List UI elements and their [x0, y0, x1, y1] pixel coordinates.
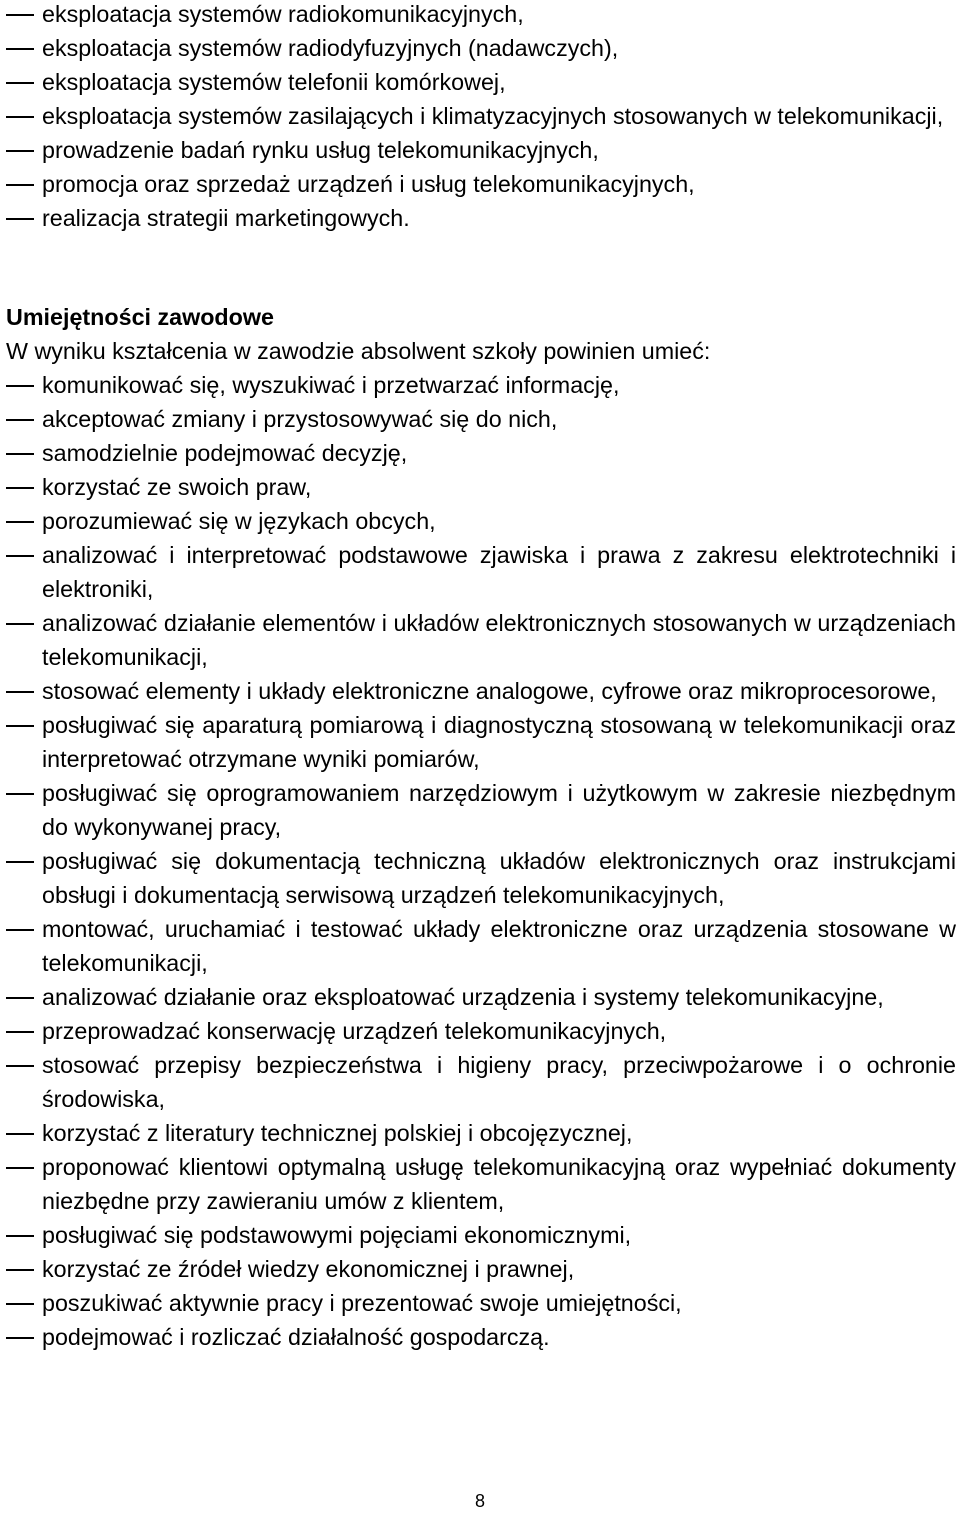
list-item	[6, 844, 956, 912]
dash-bullet-icon	[6, 1235, 34, 1237]
list-item-text: analizować i interpretować podstawowe zjawiska i prawa z zakresu elektrotechniki i elektroniki,	[42, 542, 956, 602]
list-item	[6, 65, 956, 99]
list-item	[6, 776, 956, 844]
list-item	[6, 1150, 956, 1218]
dash-bullet-icon	[6, 793, 34, 795]
top-dash-list	[6, 0, 956, 235]
dash-bullet-icon	[6, 1269, 34, 1271]
list-item	[6, 606, 956, 674]
dash-bullet-icon	[6, 419, 34, 421]
dash-bullet-icon	[6, 48, 34, 50]
dash-bullet-icon	[6, 184, 34, 186]
list-item-text: posługiwać się podstawowymi pojęciami ekonomicznymi,	[42, 1222, 632, 1248]
dash-bullet-icon	[6, 997, 34, 999]
list-item-text: eksploatacja systemów zasilających i klimatyzacyjnych stosowanych w telekomunikacji,	[42, 103, 944, 129]
list-item	[6, 912, 956, 980]
list-item-text: korzystać z literatury technicznej polskiej i obcojęzycznej,	[42, 1120, 633, 1146]
list-item	[6, 538, 956, 606]
list-item-text: promocja oraz sprzedaż urządzeń i usług telekomunikacyjnych,	[42, 171, 695, 197]
list-item	[6, 436, 956, 470]
list-item-text: samodzielnie podejmować decyzję,	[42, 440, 408, 466]
list-item-text: eksploatacja systemów radiodyfuzyjnych (nadawczych),	[42, 35, 619, 61]
list-item	[6, 133, 956, 167]
skills-dash-list	[6, 368, 956, 1354]
list-item	[6, 99, 956, 133]
dash-bullet-icon	[6, 487, 34, 489]
list-item-text: przeprowadzać konserwację urządzeń telekomunikacyjnych,	[42, 1018, 667, 1044]
dash-bullet-icon	[6, 14, 34, 16]
list-item	[6, 167, 956, 201]
dash-bullet-icon	[6, 453, 34, 455]
list-item-text: realizacja strategii marketingowych.	[42, 205, 410, 231]
list-item	[6, 708, 956, 776]
list-item-text: proponować klientowi optymalną usługę telekomunikacyjną oraz wypełniać dokumenty niezbędne przy zawieraniu umów z klientem,	[42, 1154, 956, 1214]
list-item-text: montować, uruchamiać i testować układy elektroniczne oraz urządzenia stosowane w telekomunikacji,	[42, 916, 956, 976]
list-item	[6, 201, 956, 235]
dash-bullet-icon	[6, 1133, 34, 1135]
dash-bullet-icon	[6, 116, 34, 118]
list-item-text: posługiwać się aparaturą pomiarową i diagnostyczną stosowaną w telekomunikacji oraz interpretować otrzymane wyniki pomiarów,	[42, 712, 956, 772]
list-item-text: korzystać ze źródeł wiedzy ekonomicznej i prawnej,	[42, 1256, 575, 1282]
list-item-text: podejmować i rozliczać działalność gospodarczą.	[42, 1324, 550, 1350]
list-item-text: analizować działanie oraz eksploatować urządzenia i systemy telekomunikacyjne,	[42, 984, 884, 1010]
list-item-text: stosować przepisy bezpieczeństwa i higieny pracy, przeciwpożarowe i o ochronie środowiska,	[42, 1052, 956, 1112]
list-item	[6, 1286, 956, 1320]
list-item-text: prowadzenie badań rynku usług telekomunikacyjnych,	[42, 137, 599, 163]
list-item-text: akceptować zmiany i przystosowywać się do nich,	[42, 406, 558, 432]
dash-bullet-icon	[6, 555, 34, 557]
list-item	[6, 1116, 956, 1150]
dash-bullet-icon	[6, 929, 34, 931]
dash-bullet-icon	[6, 861, 34, 863]
list-item	[6, 504, 956, 538]
dash-bullet-icon	[6, 1031, 34, 1033]
list-item	[6, 1048, 956, 1116]
list-item	[6, 0, 956, 31]
list-item-text: porozumiewać się w językach obcych,	[42, 508, 436, 534]
list-item	[6, 674, 956, 708]
list-item	[6, 980, 956, 1014]
dash-bullet-icon	[6, 725, 34, 727]
dash-bullet-icon	[6, 623, 34, 625]
list-item-text: posługiwać się dokumentacją techniczną układów elektronicznych oraz instrukcjami obsługi i dokumentacją serwisową urządzeń telekomunikacyjnych,	[42, 848, 956, 908]
list-item	[6, 470, 956, 504]
dash-bullet-icon	[6, 150, 34, 152]
list-item-text: eksploatacja systemów telefonii komórkowej,	[42, 69, 506, 95]
dash-bullet-icon	[6, 218, 34, 220]
list-item	[6, 402, 956, 436]
dash-bullet-icon	[6, 691, 34, 693]
list-item	[6, 368, 956, 402]
dash-bullet-icon	[6, 1065, 34, 1067]
dash-bullet-icon	[6, 521, 34, 523]
list-item	[6, 31, 956, 65]
dash-bullet-icon	[6, 385, 34, 387]
list-item	[6, 1252, 956, 1286]
section-intro: W wyniku kształcenia w zawodzie absolwent szkoły powinien umieć:	[6, 338, 711, 364]
dash-bullet-icon	[6, 82, 34, 84]
list-item-text: poszukiwać aktywnie pracy i prezentować swoje umiejętności,	[42, 1290, 682, 1316]
list-item-text: stosować elementy i układy elektroniczne analogowe, cyfrowe oraz mikroprocesorowe,	[42, 678, 937, 704]
list-item	[6, 1320, 956, 1354]
list-item-text: korzystać ze swoich praw,	[42, 474, 312, 500]
list-item-text: posługiwać się oprogramowaniem narzędziowym i użytkowym w zakresie niezbędnym do wykonywanej pracy,	[42, 780, 956, 840]
list-item-text: analizować działanie elementów i układów elektronicznych stosowanych w urządzeniach telekomunikacji,	[42, 610, 956, 670]
dash-bullet-icon	[6, 1337, 34, 1339]
list-item	[6, 1014, 956, 1048]
list-item	[6, 1218, 956, 1252]
dash-bullet-icon	[6, 1167, 34, 1169]
dash-bullet-icon	[6, 1303, 34, 1305]
list-item-text: eksploatacja systemów radiokomunikacyjnych,	[42, 1, 524, 27]
page-number: 8	[474, 1491, 485, 1511]
list-item-text: komunikować się, wyszukiwać i przetwarzać informację,	[42, 372, 620, 398]
section-heading: Umiejętności zawodowe	[6, 304, 274, 330]
